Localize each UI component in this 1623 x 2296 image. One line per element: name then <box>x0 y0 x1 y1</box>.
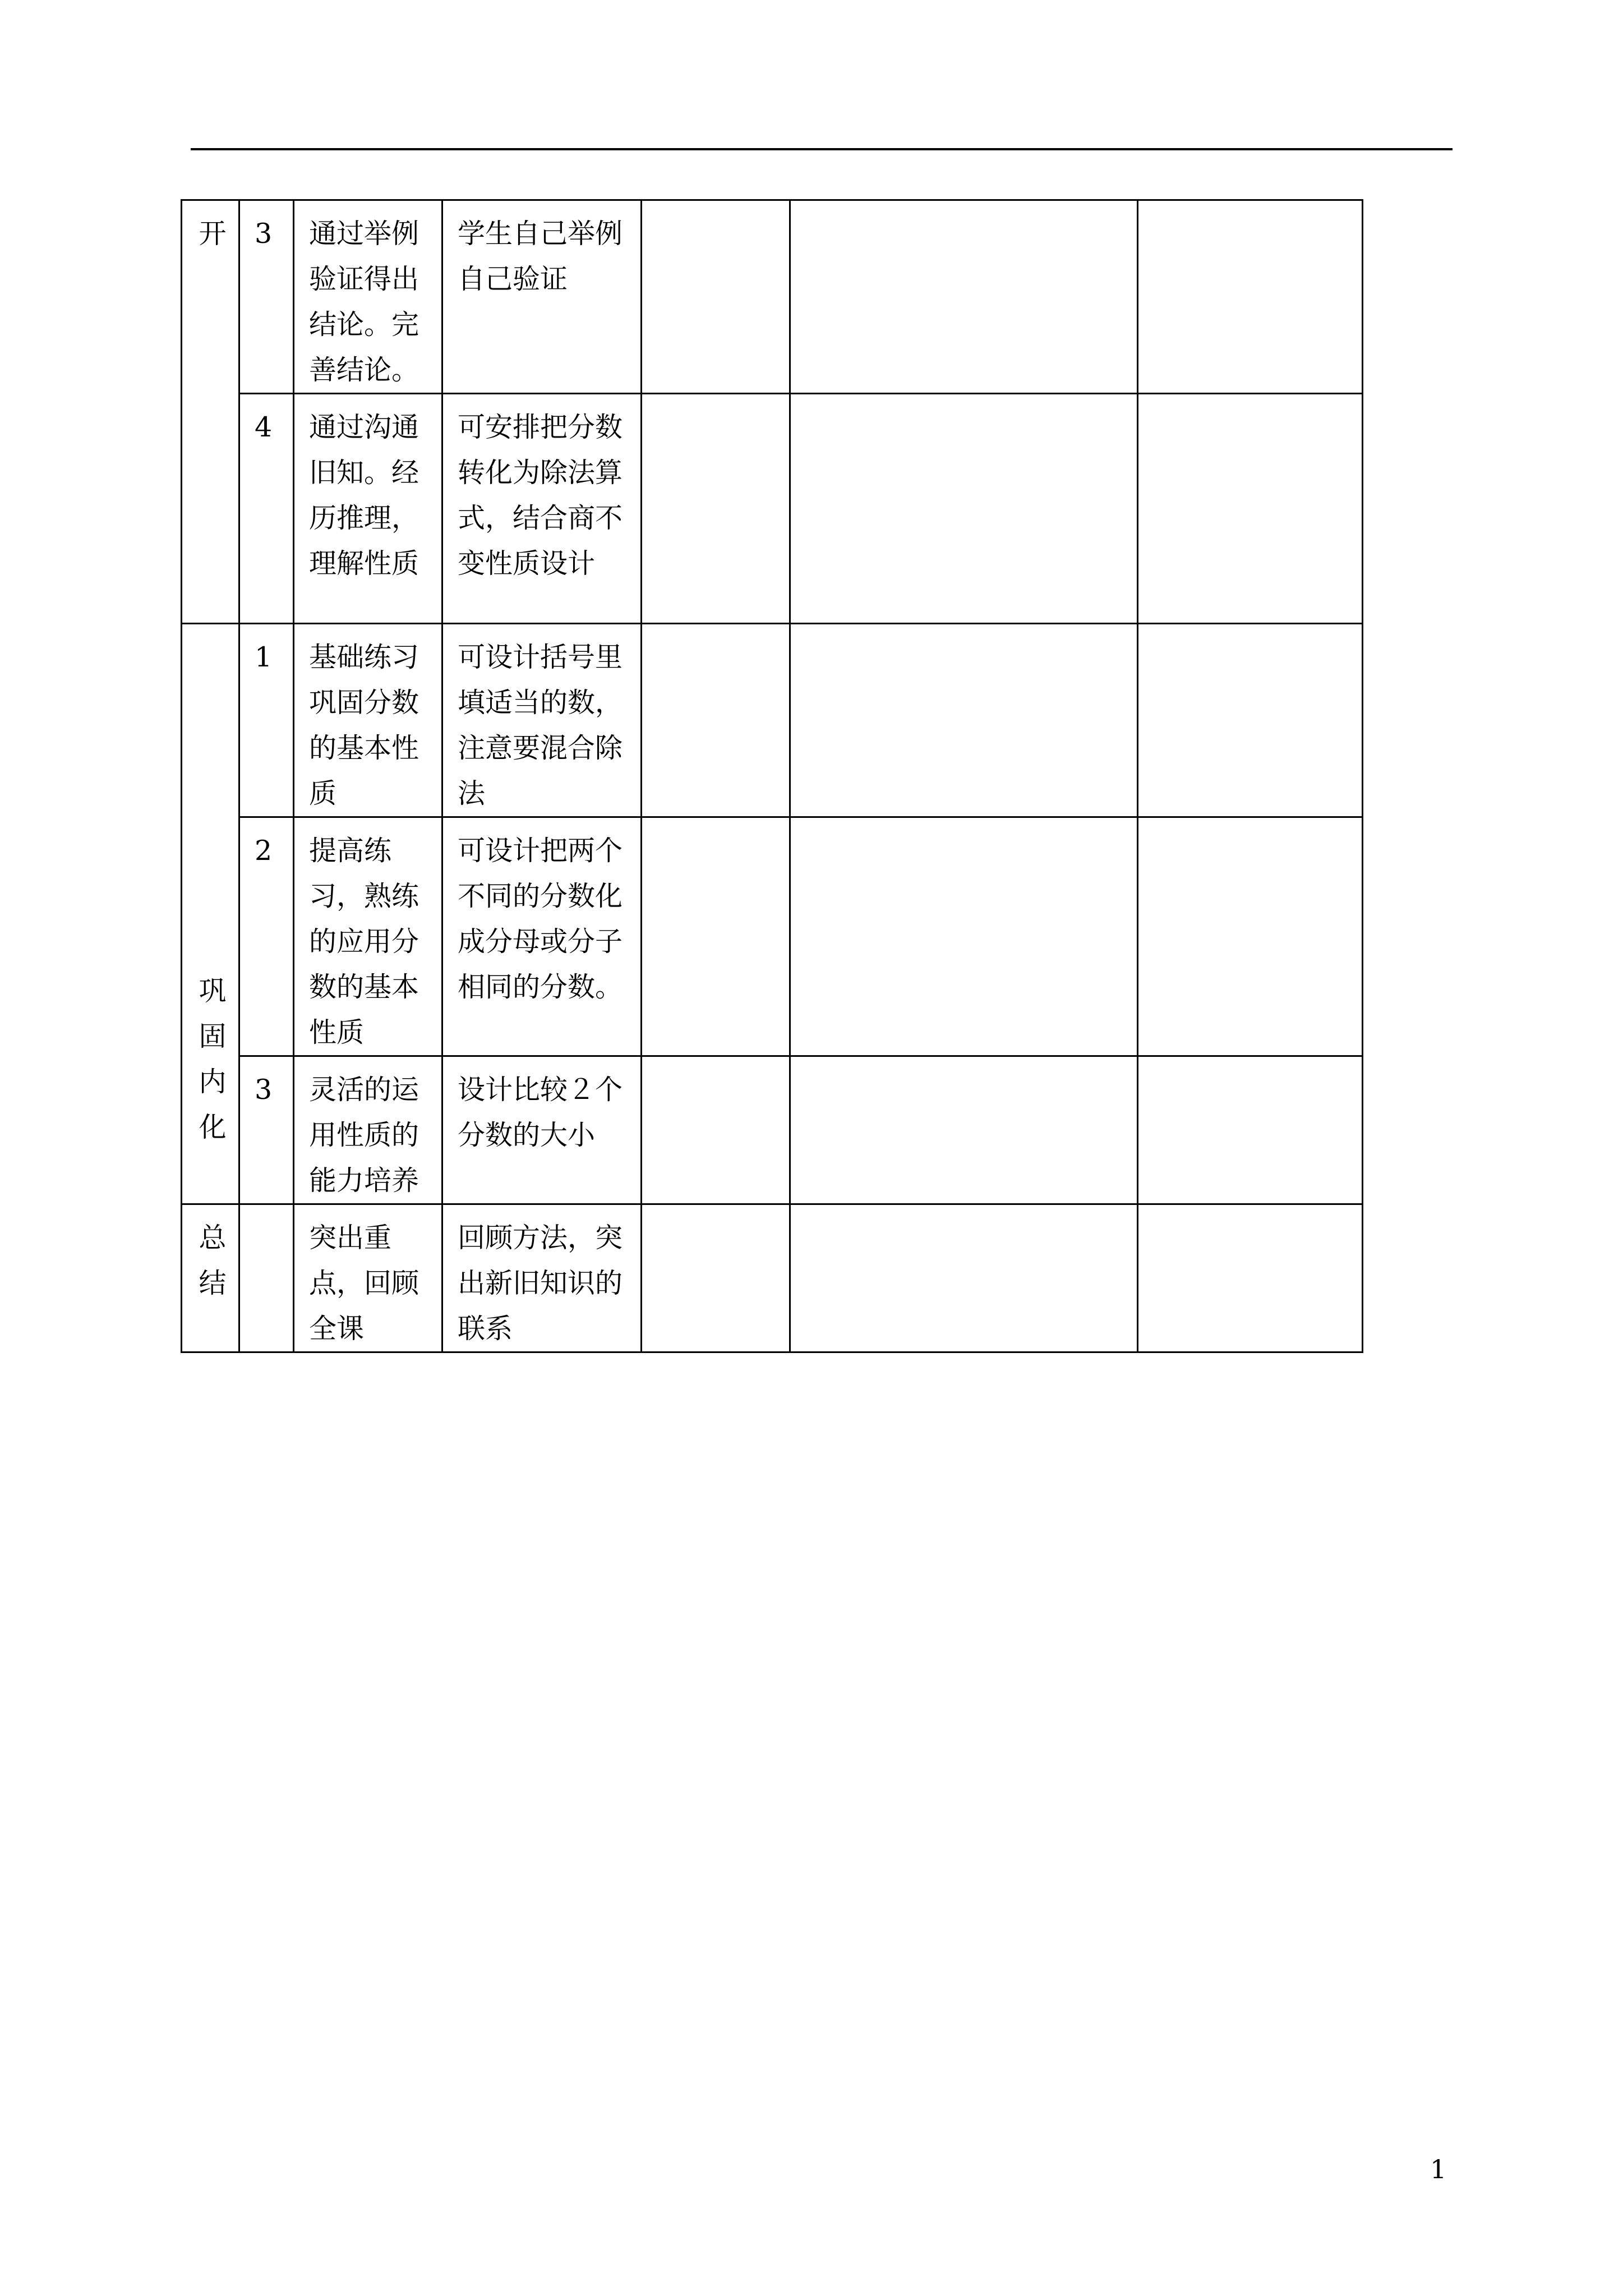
stage-char: 化 <box>199 1111 227 1143</box>
empty-cell <box>1138 624 1363 817</box>
stage-char: 结 <box>199 1267 227 1299</box>
empty-cell <box>642 394 790 624</box>
empty-cell <box>1138 1056 1363 1204</box>
goal-cell: 灵活的运用性质的能力培养 <box>294 1056 442 1204</box>
lesson-plan-table <box>181 199 1363 1353</box>
stage-cell-gonggu <box>182 624 239 1204</box>
empty-cell <box>790 624 1138 817</box>
goal-cell: 通过举例验证得出结论。完善结论。 <box>294 200 442 394</box>
empty-cell <box>790 394 1138 624</box>
stage-char: 固 <box>199 1020 227 1052</box>
stage-char: 巩 <box>199 975 227 1007</box>
activity-cell: 设计比较２个分数的大小 <box>442 1056 642 1204</box>
empty-cell <box>642 200 790 394</box>
stage-cell-kai <box>182 200 239 624</box>
empty-cell <box>790 817 1138 1056</box>
page-number: 1 <box>1430 2154 1447 2184</box>
stage-char: 内 <box>199 1066 227 1098</box>
step-number: 1 <box>239 624 294 817</box>
empty-cell <box>1138 1204 1363 1352</box>
empty-cell <box>642 817 790 1056</box>
empty-cell <box>790 200 1138 394</box>
header-rule <box>191 148 1453 150</box>
empty-cell <box>1138 817 1363 1056</box>
step-number: 3 <box>239 200 294 394</box>
stage-char: 开 <box>199 218 227 250</box>
empty-cell <box>1138 394 1363 624</box>
table-row <box>182 200 1363 394</box>
step-number: 3 <box>239 1056 294 1204</box>
empty-cell <box>642 624 790 817</box>
table-row <box>182 624 1363 817</box>
table-row <box>182 1204 1363 1352</box>
step-number: 4 <box>239 394 294 624</box>
goal-cell: 通过沟通旧知。经历推理，理解性质 <box>294 394 442 624</box>
table-row <box>182 1056 1363 1204</box>
activity-cell: 回顾方法，突出新旧知识的联系 <box>442 1204 642 1352</box>
stage-char: 总 <box>199 1222 227 1254</box>
activity-cell: 可设计把两个不同的分数化成分母或分子相同的分数。 <box>442 817 642 1056</box>
empty-cell <box>642 1204 790 1352</box>
stage-cell-zongjie <box>182 1204 239 1352</box>
step-number: 2 <box>239 817 294 1056</box>
goal-cell: 基础练习巩固分数的基本性质 <box>294 624 442 817</box>
goal-cell: 提高练习，熟练的应用分数的基本性质 <box>294 817 442 1056</box>
empty-cell <box>642 1056 790 1204</box>
step-number <box>239 1204 294 1352</box>
empty-cell <box>790 1056 1138 1204</box>
empty-cell <box>1138 200 1363 394</box>
activity-cell: 可安排把分数转化为除法算式，结合商不变性质设计 <box>442 394 642 624</box>
activity-cell: 学生自己举例自己验证 <box>442 200 642 394</box>
activity-cell: 可设计括号里填适当的数，注意要混合除法 <box>442 624 642 817</box>
goal-cell: 突出重点，回顾全课 <box>294 1204 442 1352</box>
empty-cell <box>790 1204 1138 1352</box>
table-row <box>182 817 1363 1056</box>
table-row <box>182 394 1363 624</box>
